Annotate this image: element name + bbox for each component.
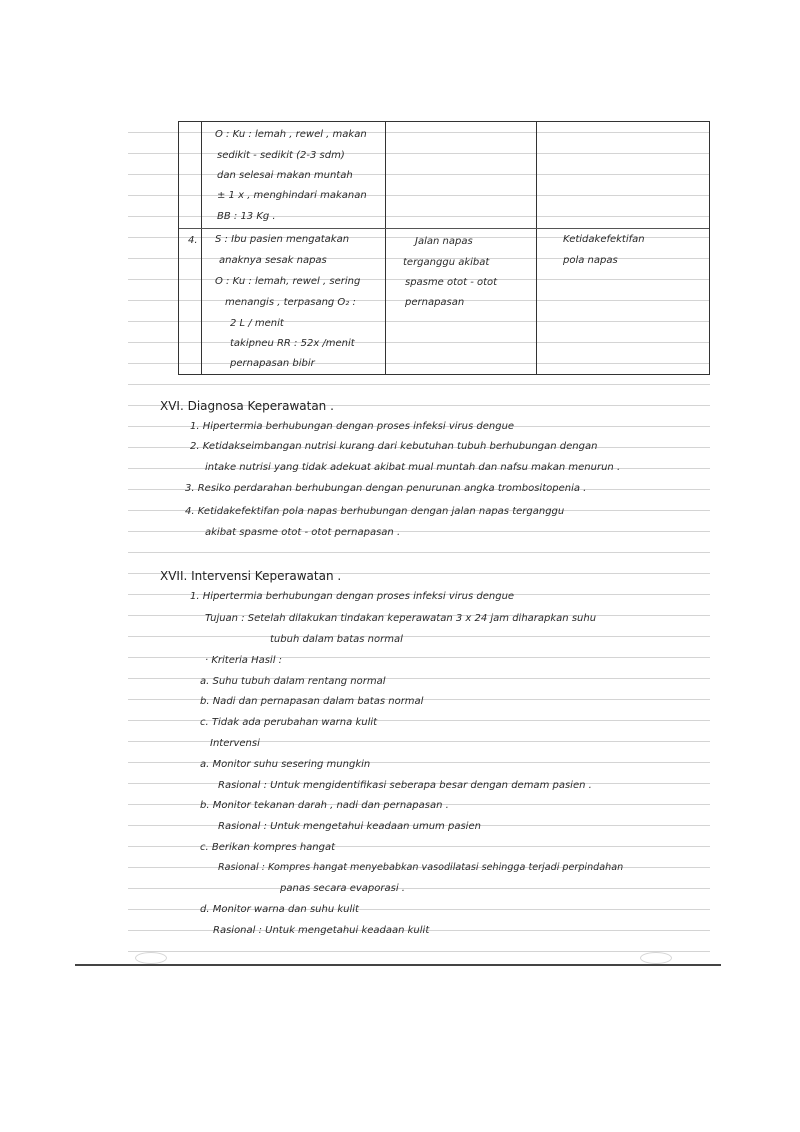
table-cell-line: pernapasan bibir bbox=[230, 358, 315, 369]
intervention-line: c. Berikan kompres hangat bbox=[200, 842, 336, 853]
intervention-line: Rasional : Untuk mengetahui keadaan kulit bbox=[213, 925, 430, 936]
table-cell-line: BB : 13 Kg . bbox=[217, 211, 276, 222]
paper-brand-mark bbox=[640, 952, 672, 964]
intervention-line: b. Monitor tekanan darah , nadi dan pernapasan . bbox=[200, 800, 449, 811]
section-title-intervensi: XVII. Intervensi Keperawatan . bbox=[160, 569, 342, 583]
etiology-line: Jalan napas bbox=[415, 236, 473, 247]
intervention-line: b. Nadi dan pernapasan dalam batas normal bbox=[200, 696, 424, 707]
intervention-line: Intervensi bbox=[210, 738, 260, 749]
intervention-line: 1. Hipertermia berhubungan dengan proses infeksi virus dengue bbox=[190, 591, 515, 602]
table-cell-line: 2 L / menit bbox=[230, 318, 284, 329]
intervention-line: Rasional : Kompres hangat menyebabkan vasodilatasi sehingga terjadi perpindahan bbox=[218, 862, 624, 873]
etiology-line: terganggu akibat bbox=[403, 257, 490, 268]
table-cell-line: menangis , terpasang O₂ : bbox=[225, 297, 356, 308]
table-cell-line: O : Ku : lemah , rewel , makan bbox=[215, 129, 367, 140]
intervention-line: · Kriteria Hasil : bbox=[205, 655, 283, 666]
table-row-divider bbox=[179, 228, 709, 229]
problem-line: pola napas bbox=[563, 255, 618, 266]
diagnosis-line: 3. Resiko perdarahan berhubungan dengan penurunan angka trombositopenia . bbox=[185, 483, 587, 494]
intervention-line: c. Tidak ada perubahan warna kulit bbox=[200, 717, 378, 728]
table-col-divider bbox=[385, 122, 386, 374]
diagnosis-line: akibat spasme otot - otot pernapasan . bbox=[205, 527, 401, 538]
intervention-line: a. Monitor suhu sesering mungkin bbox=[200, 759, 371, 770]
page-bottom-edge bbox=[75, 964, 721, 966]
problem-line: Ketidakefektifan bbox=[563, 234, 645, 245]
etiology-line: pernapasan bbox=[405, 297, 465, 308]
section-title-diagnosa: XVI. Diagnosa Keperawatan . bbox=[160, 399, 334, 413]
paper-brand-mark bbox=[135, 952, 167, 964]
table-cell-line: takipneu RR : 52x /menit bbox=[230, 338, 355, 349]
intervention-line: Tujuan : Setelah dilakukan tindakan keperawatan 3 x 24 jam diharapkan suhu bbox=[205, 613, 597, 624]
diagnosis-line: intake nutrisi yang tidak adekuat akibat mual muntah dan nafsu makan menurun . bbox=[205, 462, 621, 473]
table-cell-line: sedikit - sedikit (2-3 sdm) bbox=[217, 150, 345, 161]
intervention-line: Rasional : Untuk mengetahui keadaan umum pasien bbox=[218, 821, 481, 832]
diagnosis-line: 1. Hipertermia berhubungan dengan proses infeksi virus dengue bbox=[190, 421, 515, 432]
table-cell-line: S : Ibu pasien mengatakan bbox=[215, 234, 350, 245]
table-cell-line: ± 1 x , menghindari makanan bbox=[217, 190, 367, 201]
intervention-line: Rasional : Untuk mengidentifikasi seberapa besar dengan demam pasien . bbox=[218, 780, 592, 791]
table-cell-line: dan selesai makan muntah bbox=[217, 170, 353, 181]
intervention-line: d. Monitor warna dan suhu kulit bbox=[200, 904, 359, 915]
diagnosis-line: 2. Ketidakseimbangan nutrisi kurang dari kebutuhan tubuh berhubungan dengan bbox=[190, 441, 598, 452]
diagnosis-line: 4. Ketidakefektifan pola napas berhubungan dengan jalan napas terganggu bbox=[185, 506, 565, 517]
intervention-line: a. Suhu tubuh dalam rentang normal bbox=[200, 676, 386, 687]
table-cell-line: O : Ku : lemah, rewel , sering bbox=[215, 276, 361, 287]
table-cell-line: anaknya sesak napas bbox=[219, 255, 327, 266]
table-col-divider bbox=[201, 122, 202, 374]
table-col-divider bbox=[536, 122, 537, 374]
etiology-line: spasme otot - otot bbox=[405, 277, 498, 288]
intervention-line: panas secara evaporasi . bbox=[280, 883, 405, 894]
intervention-line: tubuh dalam batas normal bbox=[270, 634, 403, 645]
row-number: 4. bbox=[188, 235, 198, 246]
